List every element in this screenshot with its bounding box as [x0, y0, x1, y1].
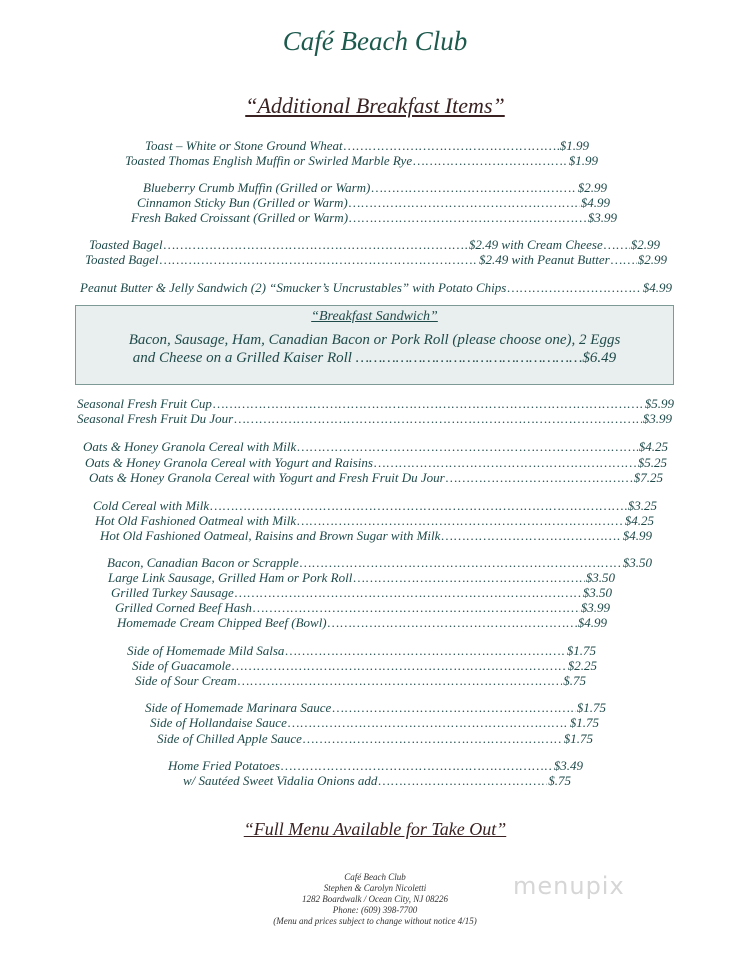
item-price: $3.50 — [582, 585, 612, 600]
item-price: $3.99 — [587, 210, 617, 225]
item-price: $3.25 — [627, 498, 657, 513]
item-name: Toast – White or Stone Ground Wheat — [145, 138, 343, 153]
item-price: $4.25 — [624, 513, 654, 528]
dot-leader — [253, 600, 580, 615]
item-name: Blueberry Crumb Muffin (Grilled or Warm) — [143, 180, 371, 195]
item-name: Cinnamon Sticky Bun (Grilled or Warm) — [137, 195, 348, 210]
dot-leader — [160, 252, 478, 267]
item-name: Grilled Corned Beef Hash — [115, 600, 252, 615]
dot-leader — [303, 731, 563, 746]
dot-leader — [328, 615, 577, 630]
item-name: Side of Homemade Mild Salsa — [127, 643, 285, 658]
dot-leader — [300, 555, 622, 570]
item-name: Side of Guacamole — [132, 658, 231, 673]
footer-phone: Phone: (609) 398-7700 — [332, 905, 418, 915]
footer-name: Café Beach Club — [344, 872, 406, 882]
menu-item — [95, 513, 654, 528]
menu-item — [83, 439, 668, 454]
menu-item — [89, 237, 660, 252]
item-price-2: $2.99 — [637, 252, 667, 267]
menu-item — [168, 758, 583, 773]
dot-leader — [353, 570, 584, 585]
item-price: $1.75 — [563, 731, 593, 746]
menu-item — [107, 555, 652, 570]
footer-address: 1282 Boardwalk / Ocean City, NJ 08226 — [302, 894, 448, 904]
breakfast-sandwich-line2: and Cheese on a Grilled Kaiser Roll ……………………………………………$6.49 — [132, 350, 617, 366]
item-price: $4.99 — [642, 280, 672, 295]
item-name: Seasonal Fresh Fruit Cup — [77, 396, 212, 411]
dot-leader — [374, 455, 637, 470]
menu-item — [157, 731, 593, 746]
item-price: $3.99 — [642, 411, 672, 426]
restaurant-title: Café Beach Club — [282, 26, 468, 56]
item-name: Bacon, Canadian Bacon or Scrapple — [107, 555, 299, 570]
dot-leader — [297, 439, 637, 454]
item-name: Hot Old Fashioned Oatmeal with Milk — [95, 513, 297, 528]
item-name: Oats & Honey Granola Cereal with Milk — [83, 439, 297, 454]
dot-leader — [281, 758, 553, 773]
section-title: “Additional Breakfast Items” — [245, 93, 505, 118]
dot-leader — [285, 643, 565, 658]
dot-leader — [611, 252, 637, 267]
menu-item — [135, 673, 586, 688]
item-price: $4.99 — [577, 615, 607, 630]
item-name: Cold Cereal with Milk — [93, 498, 210, 513]
item-price: $3.50 — [622, 555, 652, 570]
item-price: $1.75 — [566, 643, 596, 658]
dot-leader — [441, 528, 621, 543]
item-name: Side of Sour Cream — [135, 673, 237, 688]
item-price: $1.99 — [568, 153, 598, 168]
menu-item — [108, 570, 615, 585]
item-name: Fresh Baked Croissant (Grilled or Warm) — [131, 210, 349, 225]
dot-leader — [344, 138, 559, 153]
item-name: Oats & Honey Granola Cereal with Yogurt and Raisins — [85, 455, 373, 470]
item-name: Toasted Bagel — [89, 237, 163, 252]
item-price: $2.25 — [567, 658, 597, 673]
item-price: $7.25 — [633, 470, 663, 485]
menu-item — [117, 615, 607, 630]
item-price: $5.99 — [644, 396, 674, 411]
item-price: $2.49 with Cream Cheese — [468, 237, 603, 252]
menu-item — [77, 411, 672, 426]
menu-item — [125, 153, 598, 168]
menu-item — [127, 643, 596, 658]
item-name: Toasted Thomas English Muffin or Swirled Marble Rye — [125, 153, 413, 168]
dot-leader — [413, 153, 568, 168]
menu-item — [93, 498, 657, 513]
menu-item — [150, 715, 599, 730]
dot-leader — [507, 280, 641, 295]
dot-leader — [164, 237, 468, 252]
item-name: Grilled Turkey Sausage — [111, 585, 234, 600]
takeout-note: “Full Menu Available for Take Out” — [243, 819, 507, 839]
menu-item — [115, 600, 610, 615]
menu-item — [145, 138, 589, 153]
item-name: Seasonal Fresh Fruit Du Jour — [77, 411, 234, 426]
dot-leader — [288, 715, 569, 730]
breakfast-sandwich-title: “Breakfast Sandwich” — [311, 309, 438, 324]
item-price: $.75 — [563, 673, 586, 688]
dot-leader — [232, 658, 567, 673]
item-price: $.75 — [548, 773, 571, 788]
menu-item — [183, 773, 571, 788]
item-name: Oats & Honey Granola Cereal with Yogurt and Fresh Fruit Du Jour — [89, 470, 445, 485]
item-name: Large Link Sausage, Grilled Ham or Pork Roll — [108, 570, 353, 585]
item-price: $3.99 — [580, 600, 610, 615]
footer — [0, 872, 750, 927]
item-name: Side of Chilled Apple Sauce — [157, 731, 302, 746]
menu-item — [85, 455, 667, 470]
item-price: $1.75 — [576, 700, 606, 715]
item-name: Toasted Bagel — [85, 252, 159, 267]
menu-item — [89, 470, 663, 485]
dot-leader — [238, 673, 563, 688]
dot-leader — [297, 513, 624, 528]
item-price: $1.99 — [559, 138, 589, 153]
item-name: w/ Sautéed Sweet Vidalia Onions add — [183, 773, 378, 788]
item-price: $5.25 — [637, 455, 667, 470]
menu-item — [77, 396, 674, 411]
item-price: $1.75 — [569, 715, 599, 730]
item-name: Side of Hollandaise Sauce — [150, 715, 287, 730]
dot-leader — [210, 498, 627, 513]
item-price: $3.49 — [553, 758, 583, 773]
dot-leader — [332, 700, 575, 715]
dot-leader — [349, 210, 587, 225]
item-price: $2.99 — [577, 180, 607, 195]
dot-leader — [604, 237, 630, 252]
menu-item — [100, 528, 652, 543]
item-price: $2.49 with Peanut Butter — [479, 252, 610, 267]
menu-item — [137, 195, 610, 210]
dot-leader — [446, 470, 633, 485]
footer-owners: Stephen & Carolyn Nicoletti — [323, 883, 427, 893]
menu-item — [145, 700, 606, 715]
item-price: $4.99 — [580, 195, 610, 210]
footer-notice: (Menu and prices subject to change without notice 4/15) — [273, 916, 477, 926]
item-name: Homemade Cream Chipped Beef (Bowl) — [117, 615, 327, 630]
dot-leader — [378, 773, 547, 788]
menu-item — [132, 658, 597, 673]
dot-leader — [371, 180, 576, 195]
item-name: Home Fried Potatoes — [168, 758, 280, 773]
breakfast-sandwich-box — [75, 305, 674, 385]
item-price: $4.99 — [622, 528, 652, 543]
breakfast-sandwich-line1: Bacon, Sausage, Ham, Canadian Bacon or Pork Roll (please choose one), 2 Eggs — [128, 332, 621, 348]
menu-item — [143, 180, 607, 195]
menu-item — [85, 252, 667, 267]
menu-item — [80, 280, 672, 295]
dot-leader — [234, 411, 642, 426]
dot-leader — [213, 396, 644, 411]
menupix-watermark: menupix — [513, 872, 625, 900]
item-price-2: $2.99 — [630, 237, 660, 252]
dot-leader — [349, 195, 580, 210]
item-name: Hot Old Fashioned Oatmeal, Raisins and Brown Sugar with Milk — [100, 528, 441, 543]
menu-item — [131, 210, 617, 225]
item-price: $4.25 — [638, 439, 668, 454]
item-price: $3.50 — [585, 570, 615, 585]
menu-item — [111, 585, 612, 600]
item-name: Peanut Butter & Jelly Sandwich (2) “Smucker’s Uncrustables” with Potato Chips — [80, 280, 507, 295]
dot-leader — [235, 585, 582, 600]
item-name: Side of Homemade Marinara Sauce — [145, 700, 332, 715]
